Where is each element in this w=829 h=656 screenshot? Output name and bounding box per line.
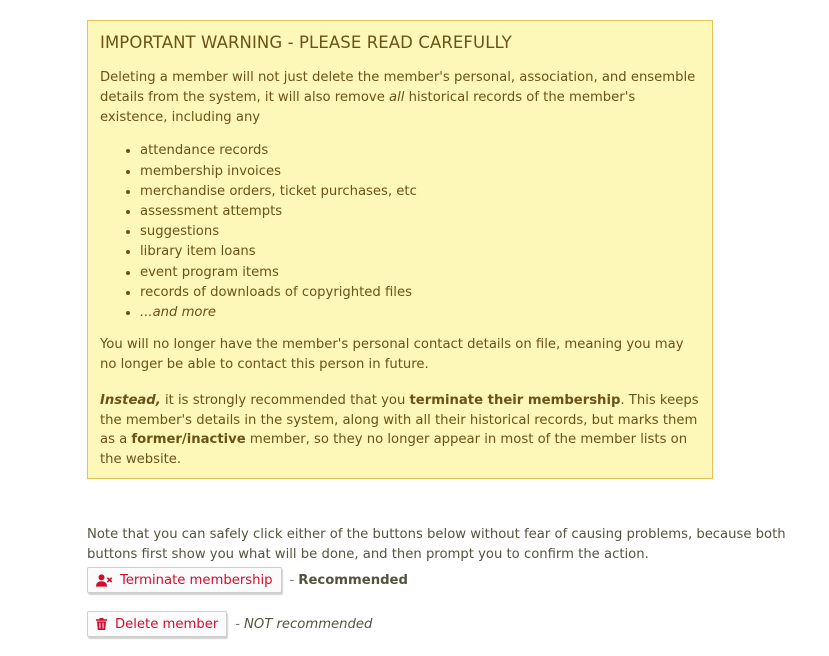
instead-text-2: . This keeps the member's details in the system, along with all their historical records, but marks them as a <box>100 392 699 448</box>
delete-button-label: Delete member <box>115 616 219 632</box>
list-item: • records of downloads of copyrighted files <box>140 283 700 303</box>
list-item: • attendance records <box>140 141 700 161</box>
list-item: • membership invoices <box>140 162 700 182</box>
intro-all-emphasis: all <box>389 89 405 105</box>
terminate-phrase: terminate their membership <box>409 392 621 408</box>
terminate-button-label: Terminate membership <box>120 572 273 588</box>
records-list <box>100 141 700 323</box>
list-item: • assessment attempts <box>140 202 700 222</box>
terminate-membership-button[interactable] <box>87 567 282 593</box>
safety-note: Note that you can safely click either of the buttons below without fear of causing problems, because both buttons first show you what will be done, and then prompt you to confirm the action. <box>87 527 786 562</box>
list-item: • merchandise orders, ticket purchases, etc <box>140 182 700 202</box>
warning-title: IMPORTANT WARNING - PLEASE READ CAREFULLY <box>100 33 512 52</box>
intro-text-1: Deleting a member will not just delete the member's personal, association, and ensemble details from the system, it will also remove <box>100 70 696 105</box>
intro-text-2: historical records of the member's existence, including any <box>100 89 636 125</box>
warning-box <box>87 20 713 479</box>
trash-icon <box>96 618 107 630</box>
delete-separator: - <box>235 616 240 632</box>
former-phrase: former/inactive <box>131 432 246 448</box>
instead-text-1: it is strongly recommended that you <box>160 392 410 408</box>
terminate-row <box>87 567 408 593</box>
contact-paragraph: You will no longer have the member's personal contact details on file, meaning you may no longer be able to contact this person in future. <box>100 337 684 373</box>
list-item: • library item loans <box>140 242 700 262</box>
not-recommended-label: NOT recommended <box>244 616 373 632</box>
instead-word: Instead, <box>100 392 161 408</box>
delete-row <box>87 611 372 637</box>
list-item-more: • ...and more <box>140 303 700 323</box>
user-remove-icon <box>96 574 112 587</box>
warning-intro <box>100 68 700 127</box>
instead-text-3: member, so they no longer appear in most of the member lists on the website. <box>100 432 688 468</box>
terminate-separator: - <box>289 572 295 588</box>
list-item: • event program items <box>140 263 700 283</box>
list-item: • suggestions <box>140 222 700 242</box>
delete-member-button[interactable] <box>87 611 227 637</box>
recommendation-paragraph <box>100 391 700 470</box>
recommended-label: Recommended <box>298 572 408 588</box>
